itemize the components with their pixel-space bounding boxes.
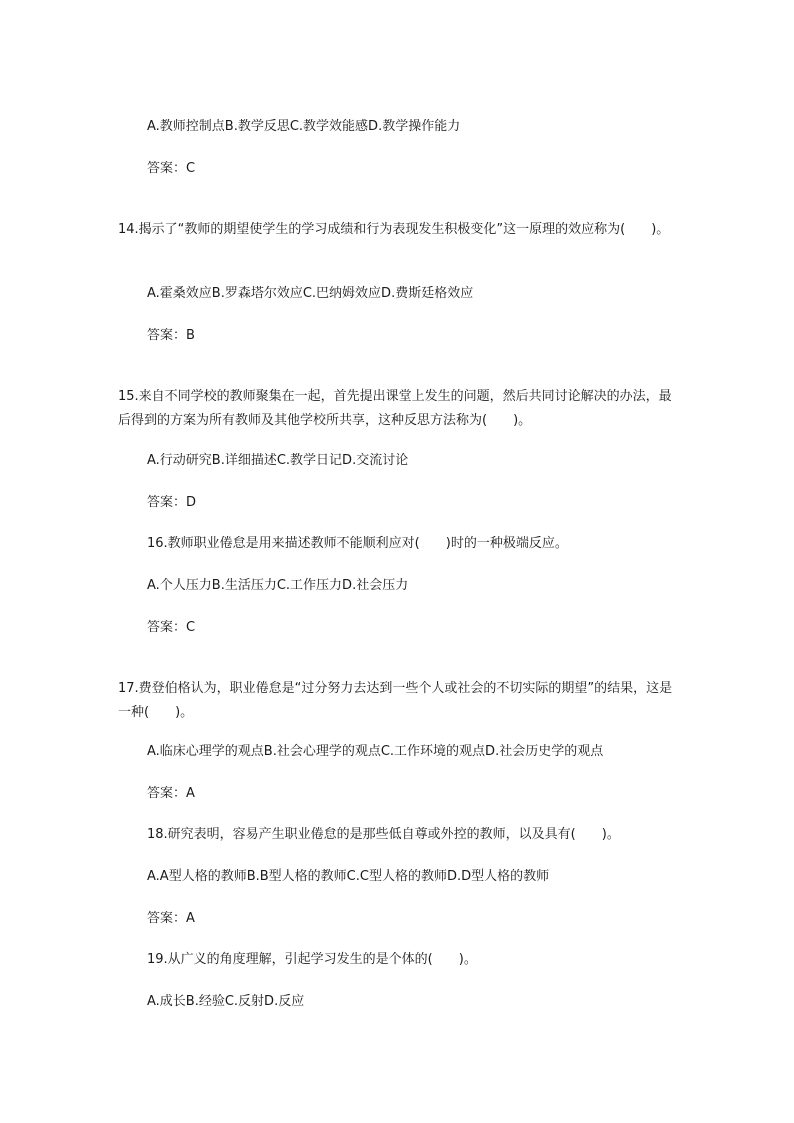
q17-question: 17.费登伯格认为，职业倦怠是“过分努力去达到一些个人或社会的不切实际的期望”的结果，这是一种( )。	[118, 681, 673, 720]
q15-question: 15.来自不同学校的教师聚集在一起，首先提出课堂上发生的问题，然后共同讨论解决的办法，最后得到的方案为所有教师及其他学校所共享，这种反思方法称为( )。	[118, 389, 672, 428]
q15-answer: 答案：D	[147, 495, 197, 510]
q18-answer: 答案：A	[147, 911, 195, 926]
q14-question: 14.揭示了“教师的期望使学生的学习成绩和行为表现发生积极变化”这一原理的效应称为( )。	[118, 222, 670, 237]
q16-question: 16.教师职业倦怠是用来描述教师不能顺利应对( )时的一种极端反应。	[147, 536, 568, 551]
q19-question: 19.从广义的角度理解，引起学习发生的是个体的( )。	[147, 952, 477, 967]
q14-options: A.霍桑效应B.罗森塔尔效应C.巴纳姆效应D.费斯廷格效应	[147, 286, 474, 301]
q18-question: 18.研究表明，容易产生职业倦怠的是那些低自尊或外控的教师，以及具有( )。	[147, 827, 620, 842]
q18-options: A.A型人格的教师B.B型人格的教师C.C型人格的教师D.D型人格的教师	[147, 869, 550, 884]
q19-options: A.成长B.经验C.反射D.反应	[147, 994, 305, 1009]
q13-options: A.教师控制点B.教学反思C.教学效能感D.教学操作能力	[147, 119, 461, 134]
q14-answer: 答案：B	[147, 328, 195, 343]
q16-answer: 答案：C	[147, 620, 196, 635]
q15-options: A.行动研究B.详细描述C.教学日记D.交流讨论	[147, 453, 409, 468]
q17-options: A.临床心理学的观点B.社会心理学的观点C.工作环境的观点D.社会历史学的观点	[147, 744, 604, 759]
q13-answer: 答案：C	[147, 161, 196, 176]
q16-options: A.个人压力B.生活压力C.工作压力D.社会压力	[147, 578, 409, 593]
q17-answer: 答案：A	[147, 786, 195, 801]
